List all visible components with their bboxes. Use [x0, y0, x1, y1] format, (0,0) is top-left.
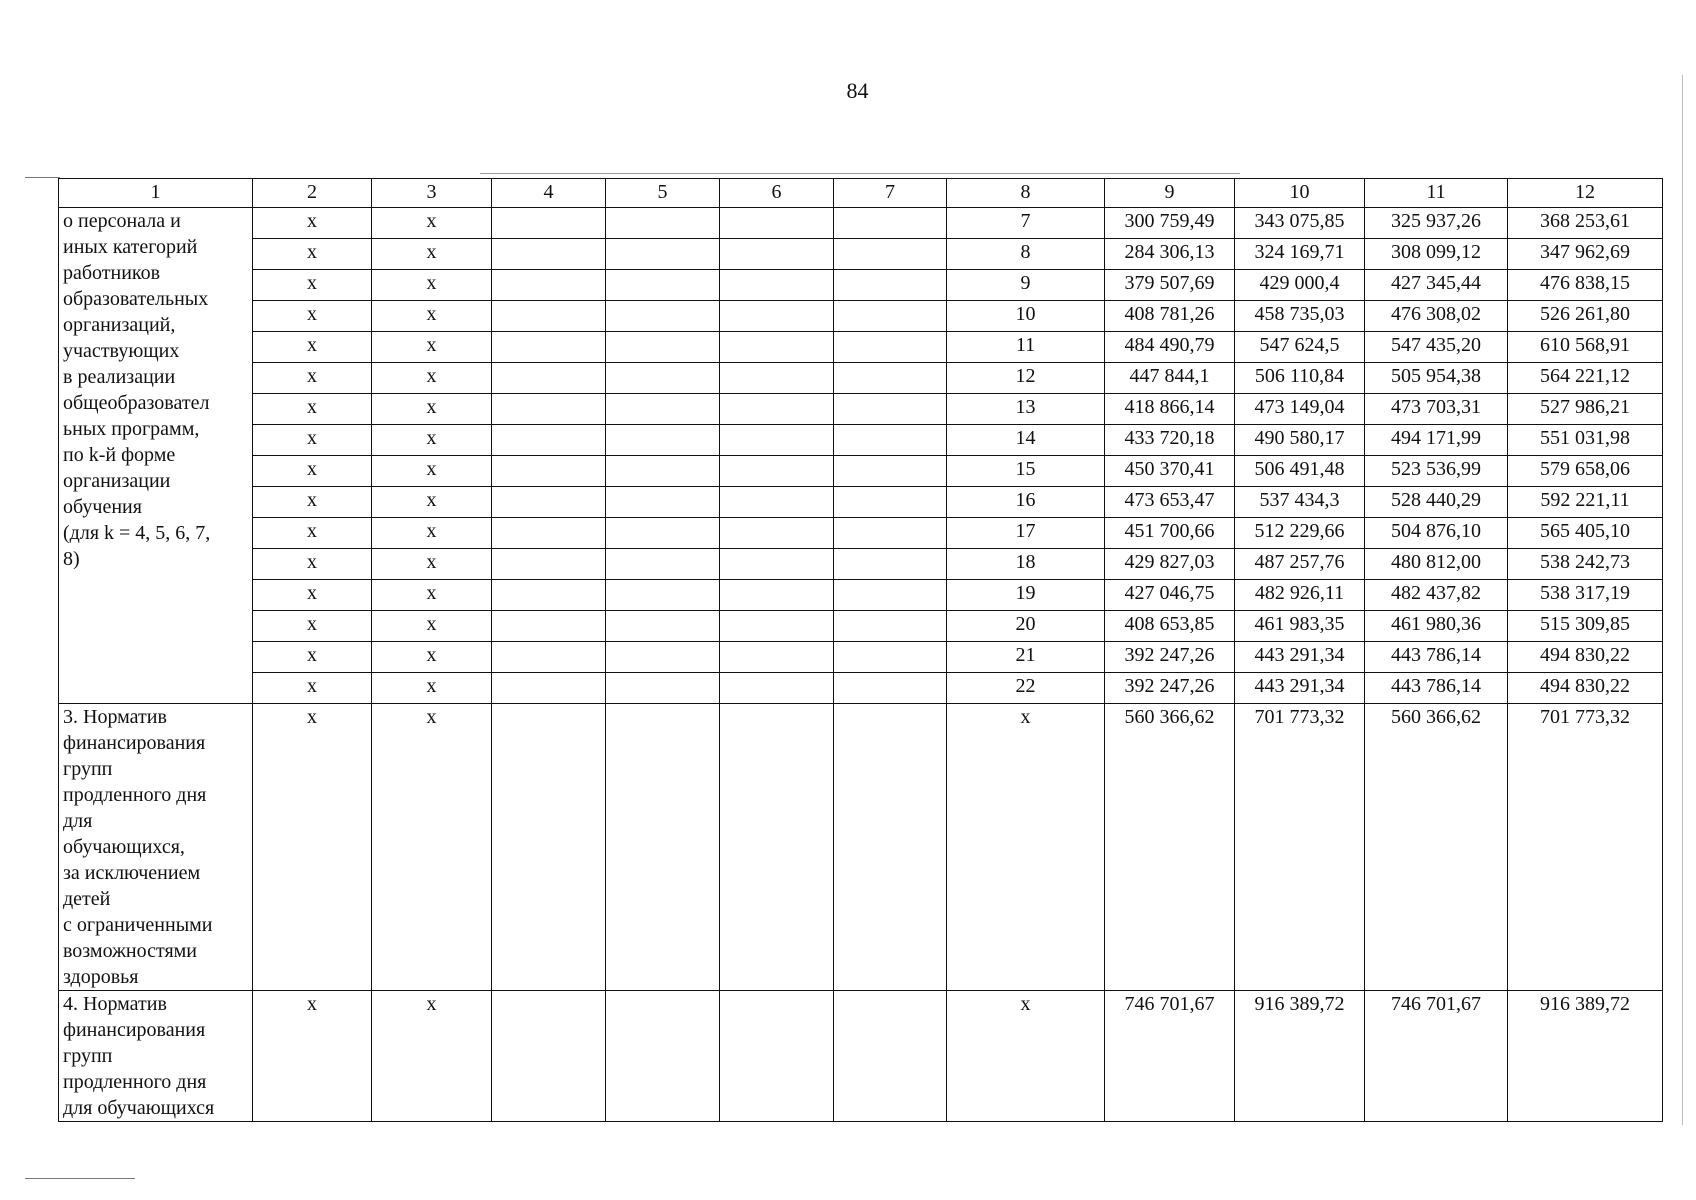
form-number-cell: 22 — [947, 673, 1105, 704]
value-cell-col10: 506 110,84 — [1235, 363, 1365, 394]
row-label-line: (для k = 4, 5, 6, 7, — [63, 522, 211, 544]
form-number-cell: 11 — [947, 332, 1105, 363]
table-row — [59, 239, 1663, 270]
row-label-line: участвующих — [63, 340, 180, 362]
row-label-line: за исключением — [63, 862, 201, 884]
row-label-line: здоровья — [63, 966, 139, 988]
col3-cell: x — [372, 425, 492, 456]
value-cell-col11: 473 703,31 — [1365, 394, 1508, 425]
col7-cell — [834, 487, 947, 518]
form-number-cell: 7 — [947, 208, 1105, 239]
col6-cell — [720, 673, 834, 704]
col5-cell — [606, 580, 720, 611]
value-cell-col12: 538 317,19 — [1508, 580, 1663, 611]
col4-cell — [492, 270, 606, 301]
col6-cell — [720, 704, 834, 991]
col6-cell — [720, 301, 834, 332]
form-number-cell: 21 — [947, 642, 1105, 673]
value-cell-col10: 443 291,34 — [1235, 642, 1365, 673]
col4-cell — [492, 704, 606, 991]
value-cell-col11: 480 812,00 — [1365, 549, 1508, 580]
col6-cell — [720, 991, 834, 1122]
row-label-line: финансирования — [63, 1019, 206, 1041]
column-header-11: 11 — [1365, 179, 1508, 208]
col4-cell — [492, 239, 606, 270]
col5-cell — [606, 456, 720, 487]
scan-artifact-bottom-line — [25, 1178, 135, 1179]
page-number: 84 — [846, 78, 869, 103]
col5-cell — [606, 425, 720, 456]
col2-cell: x — [253, 208, 372, 239]
col3-cell: x — [372, 239, 492, 270]
row-label-line: групп — [63, 758, 113, 780]
value-cell-col12: 368 253,61 — [1508, 208, 1663, 239]
form-number-cell: x — [947, 991, 1105, 1122]
column-header-2: 2 — [253, 179, 372, 208]
table-header-row — [59, 179, 1663, 208]
col5-cell — [606, 363, 720, 394]
row-label-line: образовательных — [63, 288, 209, 310]
column-header-8: 8 — [947, 179, 1105, 208]
value-cell-col12: 527 986,21 — [1508, 394, 1663, 425]
col2-cell: x — [253, 580, 372, 611]
value-cell-col10: 458 735,03 — [1235, 301, 1365, 332]
col2-cell: x — [253, 487, 372, 518]
col6-cell — [720, 642, 834, 673]
value-cell-col11: 443 786,14 — [1365, 642, 1508, 673]
value-cell-col9: 392 247,26 — [1105, 673, 1235, 704]
value-cell-col9: 447 844,1 — [1105, 363, 1235, 394]
col4-cell — [492, 301, 606, 332]
value-cell-col11: 505 954,38 — [1365, 363, 1508, 394]
col4-cell — [492, 673, 606, 704]
col7-cell — [834, 301, 947, 332]
table-row — [59, 549, 1663, 580]
col4-cell — [492, 487, 606, 518]
form-number-cell: 18 — [947, 549, 1105, 580]
col7-cell — [834, 549, 947, 580]
table-row — [59, 611, 1663, 642]
row-label-line: 8) — [63, 548, 80, 570]
table-row — [59, 363, 1663, 394]
value-cell-col9: 408 653,85 — [1105, 611, 1235, 642]
col3-cell: x — [372, 301, 492, 332]
row-label-line: обучающихся, — [63, 836, 185, 858]
row-label-line: иных категорий — [63, 236, 198, 258]
value-cell-col11: 494 171,99 — [1365, 425, 1508, 456]
col7-cell — [834, 456, 947, 487]
value-cell-col10: 324 169,71 — [1235, 239, 1365, 270]
col6-cell — [720, 363, 834, 394]
row-label — [59, 208, 253, 704]
value-cell-col11: 560 366,62 — [1365, 704, 1508, 991]
col7-cell — [834, 642, 947, 673]
table-row — [59, 580, 1663, 611]
col4-cell — [492, 363, 606, 394]
value-cell-col10: 487 257,76 — [1235, 549, 1365, 580]
col3-cell: x — [372, 673, 492, 704]
col5-cell — [606, 642, 720, 673]
value-cell-col9: 408 781,26 — [1105, 301, 1235, 332]
row-label-line: о персонала и — [63, 210, 181, 232]
col7-cell — [834, 394, 947, 425]
col3-cell: x — [372, 332, 492, 363]
col3-cell: x — [372, 363, 492, 394]
col6-cell — [720, 518, 834, 549]
column-header-10: 10 — [1235, 179, 1365, 208]
col5-cell — [606, 673, 720, 704]
value-cell-col9: 392 247,26 — [1105, 642, 1235, 673]
column-header-7: 7 — [834, 179, 947, 208]
col5-cell — [606, 394, 720, 425]
value-cell-col11: 746 701,67 — [1365, 991, 1508, 1122]
form-number-cell: 15 — [947, 456, 1105, 487]
row-label-line: детей — [63, 888, 111, 910]
form-number-cell: x — [947, 704, 1105, 991]
value-cell-col10: 343 075,85 — [1235, 208, 1365, 239]
value-cell-col12: 494 830,22 — [1508, 642, 1663, 673]
col5-cell — [606, 487, 720, 518]
column-header-12: 12 — [1508, 179, 1663, 208]
col4-cell — [492, 394, 606, 425]
table-row — [59, 208, 1663, 239]
value-cell-col10: 443 291,34 — [1235, 673, 1365, 704]
column-header-3: 3 — [372, 179, 492, 208]
col7-cell — [834, 208, 947, 239]
col4-cell — [492, 425, 606, 456]
col3-cell: x — [372, 394, 492, 425]
col5-cell — [606, 991, 720, 1122]
col7-cell — [834, 239, 947, 270]
table-row — [59, 456, 1663, 487]
form-number-cell: 9 — [947, 270, 1105, 301]
value-cell-col10: 473 149,04 — [1235, 394, 1365, 425]
col2-cell: x — [253, 518, 372, 549]
form-number-cell: 13 — [947, 394, 1105, 425]
form-number-cell: 16 — [947, 487, 1105, 518]
col7-cell — [834, 332, 947, 363]
value-cell-col10: 461 983,35 — [1235, 611, 1365, 642]
col3-cell: x — [372, 611, 492, 642]
col6-cell — [720, 208, 834, 239]
row-label-line: для обучающихся — [63, 1097, 215, 1119]
scan-artifact-top-line — [480, 173, 1240, 174]
col5-cell — [606, 208, 720, 239]
col2-cell: x — [253, 394, 372, 425]
col2-cell: x — [253, 704, 372, 991]
col2-cell: x — [253, 642, 372, 673]
col3-cell: x — [372, 642, 492, 673]
value-cell-col12: 538 242,73 — [1508, 549, 1663, 580]
value-cell-col9: 473 653,47 — [1105, 487, 1235, 518]
col7-cell — [834, 518, 947, 549]
row-label-line: по k-й форме — [63, 444, 176, 466]
value-cell-col9: 746 701,67 — [1105, 991, 1235, 1122]
col7-cell — [834, 704, 947, 991]
row-label-line: в реализации — [63, 366, 176, 388]
row-label — [59, 704, 253, 991]
value-cell-col12: 515 309,85 — [1508, 611, 1663, 642]
col4-cell — [492, 518, 606, 549]
value-cell-col11: 443 786,14 — [1365, 673, 1508, 704]
value-cell-col12: 610 568,91 — [1508, 332, 1663, 363]
col4-cell — [492, 611, 606, 642]
row-label-line: продленного дня — [63, 1071, 207, 1093]
value-cell-col11: 504 876,10 — [1365, 518, 1508, 549]
col5-cell — [606, 270, 720, 301]
col5-cell — [606, 301, 720, 332]
col2-cell: x — [253, 549, 372, 580]
value-cell-col9: 300 759,49 — [1105, 208, 1235, 239]
col2-cell: x — [253, 611, 372, 642]
column-header-5: 5 — [606, 179, 720, 208]
col6-cell — [720, 270, 834, 301]
form-number-cell: 17 — [947, 518, 1105, 549]
value-cell-col10: 701 773,32 — [1235, 704, 1365, 991]
row-label-line: организации — [63, 470, 171, 492]
value-cell-col11: 476 308,02 — [1365, 301, 1508, 332]
row-label-line: финансирования — [63, 732, 206, 754]
value-cell-col11: 482 437,82 — [1365, 580, 1508, 611]
col4-cell — [492, 549, 606, 580]
col5-cell — [606, 704, 720, 991]
col5-cell — [606, 518, 720, 549]
col6-cell — [720, 394, 834, 425]
table-row — [59, 642, 1663, 673]
value-cell-col11: 461 980,36 — [1365, 611, 1508, 642]
value-cell-col10: 482 926,11 — [1235, 580, 1365, 611]
value-cell-col12: 347 962,69 — [1508, 239, 1663, 270]
col4-cell — [492, 991, 606, 1122]
value-cell-col12: 476 838,15 — [1508, 270, 1663, 301]
value-cell-col9: 560 366,62 — [1105, 704, 1235, 991]
value-cell-col11: 308 099,12 — [1365, 239, 1508, 270]
form-number-cell: 10 — [947, 301, 1105, 332]
col6-cell — [720, 549, 834, 580]
value-cell-col12: 526 261,80 — [1508, 301, 1663, 332]
col2-cell: x — [253, 239, 372, 270]
col3-cell: x — [372, 208, 492, 239]
col3-cell: x — [372, 270, 492, 301]
col6-cell — [720, 332, 834, 363]
value-cell-col9: 450 370,41 — [1105, 456, 1235, 487]
value-cell-col10: 512 229,66 — [1235, 518, 1365, 549]
col6-cell — [720, 487, 834, 518]
row-label-line: 3. Норматив — [63, 706, 167, 728]
row-label-line: 4. Норматив — [63, 993, 167, 1015]
col6-cell — [720, 456, 834, 487]
row-label-line: работников — [63, 262, 161, 284]
value-cell-col10: 537 434,3 — [1235, 487, 1365, 518]
col3-cell: x — [372, 456, 492, 487]
form-number-cell: 8 — [947, 239, 1105, 270]
table-row — [59, 518, 1663, 549]
row-label-line: для — [63, 810, 93, 832]
col3-cell: x — [372, 518, 492, 549]
row-label-line: общеобразовател — [63, 392, 210, 414]
col2-cell: x — [253, 270, 372, 301]
col2-cell: x — [253, 332, 372, 363]
table-row — [59, 704, 1663, 991]
scan-artifact-right-edge — [1682, 75, 1683, 1125]
value-cell-col10: 916 389,72 — [1235, 991, 1365, 1122]
col6-cell — [720, 611, 834, 642]
value-cell-col9: 427 046,75 — [1105, 580, 1235, 611]
table-row — [59, 270, 1663, 301]
column-header-6: 6 — [720, 179, 834, 208]
form-number-cell: 20 — [947, 611, 1105, 642]
table-row — [59, 332, 1663, 363]
col5-cell — [606, 239, 720, 270]
value-cell-col11: 547 435,20 — [1365, 332, 1508, 363]
table-row — [59, 394, 1663, 425]
col6-cell — [720, 580, 834, 611]
value-cell-col9: 429 827,03 — [1105, 549, 1235, 580]
value-cell-col12: 494 830,22 — [1508, 673, 1663, 704]
value-cell-col9: 418 866,14 — [1105, 394, 1235, 425]
col5-cell — [606, 549, 720, 580]
col4-cell — [492, 208, 606, 239]
col4-cell — [492, 580, 606, 611]
value-cell-col10: 429 000,4 — [1235, 270, 1365, 301]
value-cell-col9: 284 306,13 — [1105, 239, 1235, 270]
col7-cell — [834, 580, 947, 611]
col7-cell — [834, 425, 947, 456]
table-row — [59, 673, 1663, 704]
value-cell-col11: 325 937,26 — [1365, 208, 1508, 239]
value-cell-col12: 592 221,11 — [1508, 487, 1663, 518]
col4-cell — [492, 642, 606, 673]
row-label-line: ьных программ, — [63, 418, 200, 440]
value-cell-col9: 484 490,79 — [1105, 332, 1235, 363]
col3-cell: x — [372, 991, 492, 1122]
scan-artifact-top-line — [25, 177, 60, 178]
row-label-line: с ограниченными — [63, 914, 213, 936]
value-cell-col12: 551 031,98 — [1508, 425, 1663, 456]
value-cell-col12: 579 658,06 — [1508, 456, 1663, 487]
value-cell-col11: 427 345,44 — [1365, 270, 1508, 301]
col7-cell — [834, 611, 947, 642]
col2-cell: x — [253, 363, 372, 394]
table-row — [59, 991, 1663, 1122]
col2-cell: x — [253, 456, 372, 487]
col7-cell — [834, 991, 947, 1122]
row-label-line: продленного дня — [63, 784, 207, 806]
col4-cell — [492, 456, 606, 487]
col2-cell: x — [253, 991, 372, 1122]
col2-cell: x — [253, 301, 372, 332]
column-header-4: 4 — [492, 179, 606, 208]
col7-cell — [834, 673, 947, 704]
value-cell-col9: 451 700,66 — [1105, 518, 1235, 549]
table-row — [59, 425, 1663, 456]
form-number-cell: 19 — [947, 580, 1105, 611]
value-cell-col10: 547 624,5 — [1235, 332, 1365, 363]
col3-cell: x — [372, 549, 492, 580]
value-cell-col12: 564 221,12 — [1508, 363, 1663, 394]
row-label — [59, 991, 253, 1122]
column-header-9: 9 — [1105, 179, 1235, 208]
value-cell-col10: 490 580,17 — [1235, 425, 1365, 456]
value-cell-col9: 433 720,18 — [1105, 425, 1235, 456]
value-cell-col12: 701 773,32 — [1508, 704, 1663, 991]
table-row — [59, 487, 1663, 518]
financing-table — [58, 178, 1663, 1122]
value-cell-col12: 916 389,72 — [1508, 991, 1663, 1122]
col7-cell — [834, 363, 947, 394]
col4-cell — [492, 332, 606, 363]
value-cell-col12: 565 405,10 — [1508, 518, 1663, 549]
row-label-line: организаций, — [63, 314, 176, 336]
value-cell-col11: 523 536,99 — [1365, 456, 1508, 487]
form-number-cell: 14 — [947, 425, 1105, 456]
table-row — [59, 301, 1663, 332]
col5-cell — [606, 611, 720, 642]
value-cell-col9: 379 507,69 — [1105, 270, 1235, 301]
col2-cell: x — [253, 425, 372, 456]
col2-cell: x — [253, 673, 372, 704]
form-number-cell: 12 — [947, 363, 1105, 394]
row-label-line: возможностями — [63, 940, 198, 962]
value-cell-col11: 528 440,29 — [1365, 487, 1508, 518]
row-label-line: групп — [63, 1045, 113, 1067]
col5-cell — [606, 332, 720, 363]
value-cell-col10: 506 491,48 — [1235, 456, 1365, 487]
col6-cell — [720, 239, 834, 270]
column-header-1: 1 — [59, 179, 253, 208]
col6-cell — [720, 425, 834, 456]
col3-cell: x — [372, 580, 492, 611]
col7-cell — [834, 270, 947, 301]
col3-cell: x — [372, 704, 492, 991]
col3-cell: x — [372, 487, 492, 518]
row-label-line: обучения — [63, 496, 142, 518]
